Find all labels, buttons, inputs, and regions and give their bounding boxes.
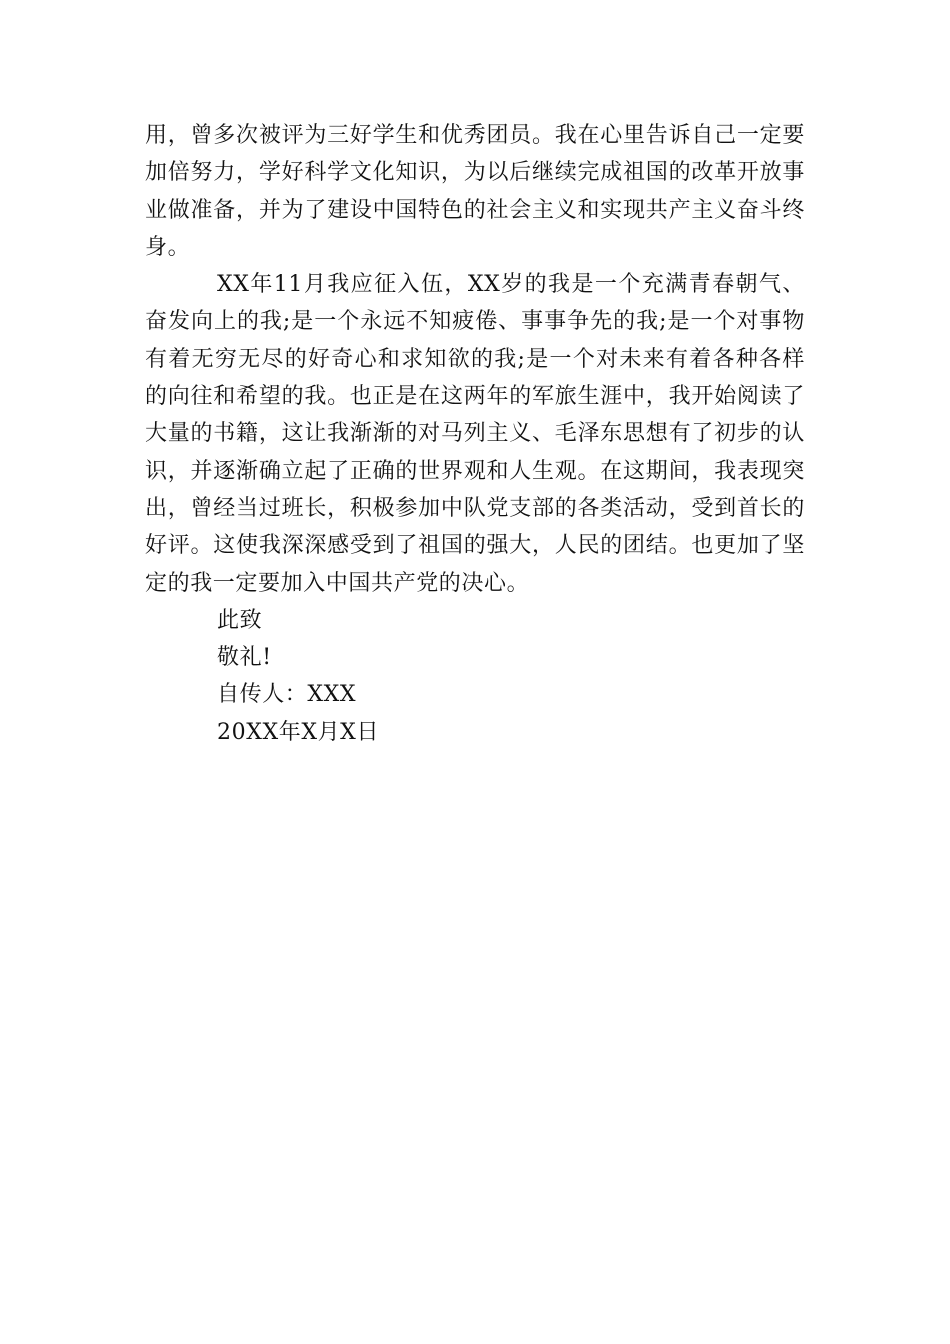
paragraph-enlistment: XX年11月我应征入伍，XX岁的我是一个充满青春朝气、奋发向上的我;是一个永远不知疲倦、事事争先的我;是一个对事物有着无穷无尽的好奇心和求知欲的我;是一个对未来有着各种各样的向往和希望的我。也正是在这两年的军旅生涯中，我开始阅读了大量的书籍，这让我渐渐的对马列主义、毛泽东思想有了初步的认识，并逐渐确立起了正确的世界观和人生观。在这期间，我表现突出，曾经当过班长，积极参加中队党支部的各类活动，受到首长的好评。这使我深深感受到了祖国的强大，人民的团结。也更加了坚定的我一定要加入中国共产党的决心。 bbox=[145, 272, 805, 596]
document-body bbox=[145, 117, 805, 751]
document-date: 20XX年X月X日 bbox=[217, 719, 380, 745]
author-signature: 自传人：XXX bbox=[217, 682, 357, 708]
closing-regards: 敬礼! bbox=[217, 645, 272, 671]
closing-salutation: 此致 bbox=[217, 607, 263, 633]
paragraph-continued: 用，曾多次被评为三好学生和优秀团员。我在心里告诉自己一定要加倍努力，学好科学文化知识，为以后继续完成祖国的改革开放事业做准备，并为了建设中国特色的社会主义和实现共产主义奋斗终身。 bbox=[145, 123, 805, 260]
